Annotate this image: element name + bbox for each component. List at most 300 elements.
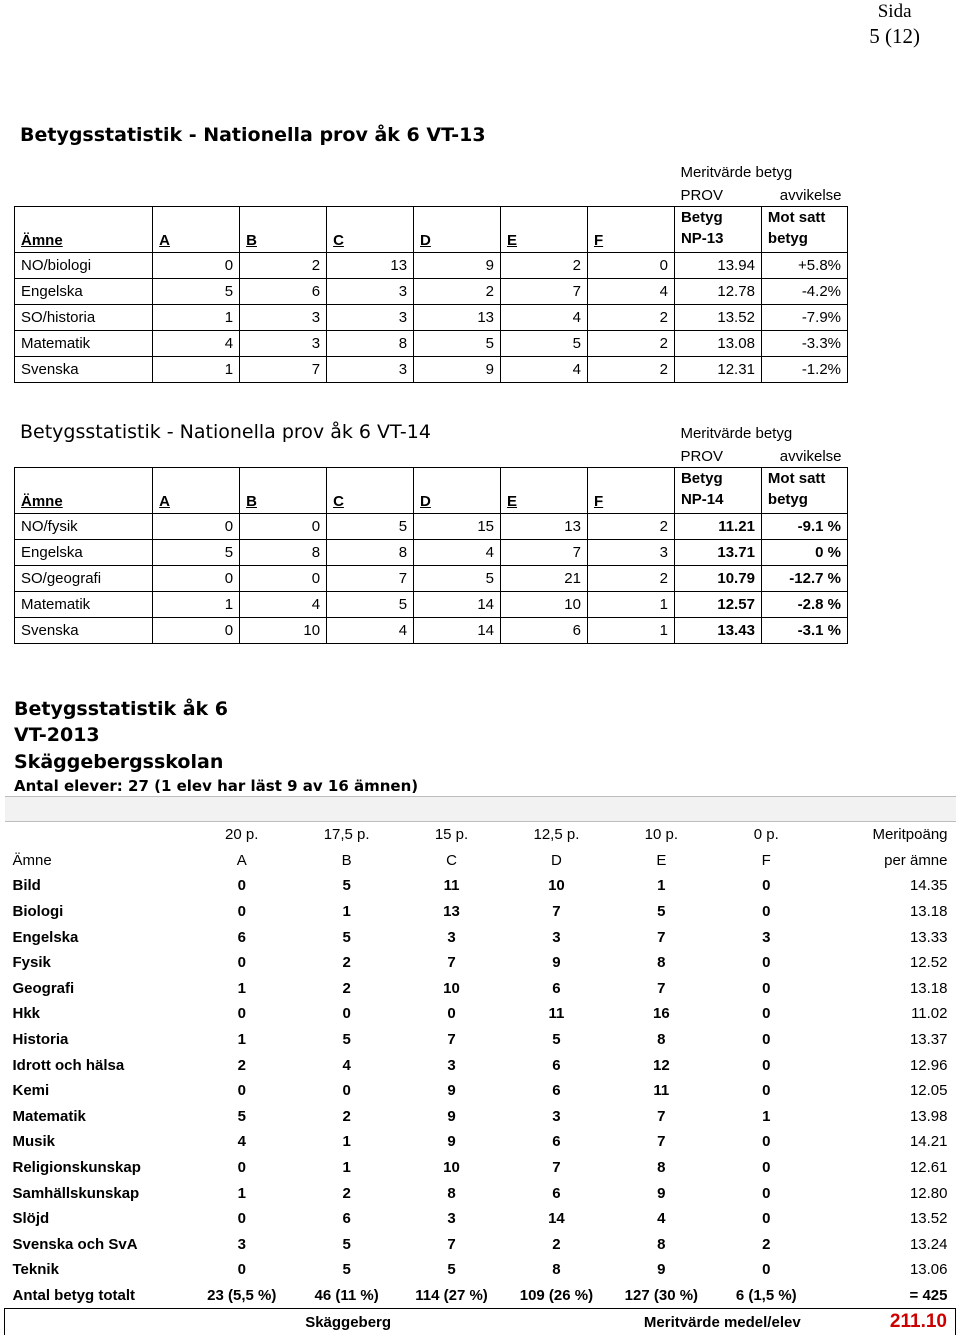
grade-count-cell: 3 [447,1210,456,1228]
grade-count-cell: 2 [342,979,351,997]
col-header: E [501,207,588,253]
subject-cell: Idrott och hälsa [12,1056,125,1074]
grade-count-cell: 9 [657,1184,666,1202]
grade-count-cell: 1 [762,1107,771,1125]
total-cell: 109 (26 %) [519,1286,594,1304]
grade-count-cell: 0 [153,618,240,644]
deviation-cell: -2.8 % [761,592,847,618]
grade-count-cell: 2 [342,1184,351,1202]
col-header: F [587,207,674,253]
grade-count-cell: 5 [414,331,501,357]
subject-cell: Musik [12,1133,56,1151]
grade-count-cell: 5 [237,1107,246,1125]
grade-count-cell: 3 [327,279,414,305]
grade-count-cell: 7 [552,903,561,921]
meritpoang-cell: 13.33 [909,928,948,946]
grade-count-cell: 9 [447,1133,456,1151]
points-label: 17,5 p. [323,826,370,844]
grade-count-cell: 2 [240,253,327,279]
deviation-cell: -3.3% [761,331,847,357]
grade-count-cell: 4 [501,357,588,383]
grade-count-cell: 2 [587,566,674,592]
page-label: Sida [877,1,912,22]
grade-count-cell: 0 [153,514,240,540]
grade-count-cell: 9 [447,1107,456,1125]
grade-count-cell: 0 [762,1005,771,1023]
subject-cell: Matematik [12,1107,86,1125]
col-header: D [414,207,501,253]
table-row [5,1206,956,1232]
col-header: B [240,468,327,514]
grade-count-cell: 0 [237,1261,246,1279]
grade-count-cell: 4 [237,1133,246,1151]
grade-count-cell: 3 [587,540,674,566]
grade-count-cell: 3 [552,1107,561,1125]
meritpoang-cell: 12.96 [909,1056,948,1074]
mot-satt-header: Mot satt betyg [761,468,847,514]
grade-count-cell: 11 [443,877,460,895]
col-header: E [501,468,588,514]
table-row [15,331,848,357]
grade-count-cell: 1 [342,1159,351,1177]
points-label: 0 p. [753,826,779,844]
subject-cell: Engelska [15,540,153,566]
subject-cell: Religionskunskap [12,1159,141,1177]
grade-count-cell: 0 [762,979,771,997]
grade-count-cell: 3 [237,1235,246,1253]
table-row [15,305,848,331]
col-header: B [341,851,352,869]
grade-count-cell: 3 [240,331,327,357]
grade-count-cell: 1 [153,357,240,383]
grade-count-cell: 0 [447,1005,456,1023]
deviation-cell: +5.8% [761,253,847,279]
betyg-np-cell: 12.78 [674,279,761,305]
table-row [5,1180,956,1206]
meritpoang-cell: 13.18 [909,979,948,997]
grade-count-cell: 8 [657,1159,666,1177]
grade-count-cell: 5 [414,566,501,592]
meritpoang-cell: 13.98 [909,1107,948,1125]
grade-count-cell: 0 [237,1159,246,1177]
col-header: C [446,851,457,869]
grade-count-cell: 0 [237,877,246,895]
grade-count-cell: 0 [237,954,246,972]
grade-count-cell: 0 [153,566,240,592]
table-row [15,357,848,383]
betyg-np-header: Betyg NP-14 [674,468,761,514]
grade-count-cell: 0 [342,1005,351,1023]
total-cell: 6 (1,5 %) [735,1286,797,1304]
table-row [5,1027,956,1053]
table-row [15,540,848,566]
table-row [5,1155,956,1181]
table-header [15,207,848,253]
table-row [5,1001,956,1027]
col-header: Ämne [12,851,52,869]
grade-count-cell: 10 [443,979,460,997]
grade-count-cell: 10 [548,877,565,895]
total-cell: 23 (5,5 %) [207,1286,277,1304]
meritpoang-cell: 13.06 [909,1261,948,1279]
grade-count-cell: 6 [501,618,588,644]
grade-count-cell: 1 [342,903,351,921]
table-header [5,848,956,874]
grade-count-cell: 3 [447,1056,456,1074]
grade-count-cell: 1 [587,592,674,618]
grade-count-cell: 7 [657,928,666,946]
grade-count-cell: 7 [327,566,414,592]
subject-cell: SO/geografi [15,566,153,592]
grade-count-cell: 1 [237,1031,246,1049]
grade-count-cell: 6 [552,1056,561,1074]
meritpoang-cell: 14.35 [909,877,948,895]
section3-subtitle: Antal elever: 27 (1 elev har läst 9 av 16 ämnen) [14,777,419,795]
grade-count-cell: 0 [762,1133,771,1151]
grade-count-cell: 7 [657,1107,666,1125]
table-row [5,1078,956,1104]
subject-cell: Engelska [15,279,153,305]
np-table-vt14 [14,421,848,644]
betyg-np-cell: 13.43 [674,618,761,644]
grade-count-cell: 8 [657,1031,666,1049]
grade-count-cell: 0 [762,1210,771,1228]
meritvarde-label: Meritvärde betyg [680,163,793,181]
grade-count-cell: 15 [414,514,501,540]
deviation-cell: -3.1 % [761,618,847,644]
meritpoang-cell: 12.61 [909,1159,948,1177]
table-row [5,924,956,950]
grade-count-cell: 8 [240,540,327,566]
grade-count-cell: 5 [657,903,666,921]
betyg-np-cell: 13.08 [674,331,761,357]
grade-count-cell: 0 [762,877,771,895]
grade-count-cell: 12 [653,1056,670,1074]
grade-count-cell: 7 [447,1031,456,1049]
grades-table-vt2013 [4,796,956,1335]
betyg-np-cell: 12.31 [674,357,761,383]
table-row [15,618,848,644]
table-row [5,1257,956,1283]
grade-count-cell: 16 [653,1005,670,1023]
grade-count-cell: 7 [501,540,588,566]
grade-count-cell: 5 [153,540,240,566]
betyg-np-cell: 10.79 [674,566,761,592]
subject-cell: Teknik [12,1261,59,1279]
total-row [5,1283,956,1309]
grade-count-cell: 13 [327,253,414,279]
betyg-np-cell: 12.57 [674,592,761,618]
grade-count-cell: 2 [587,305,674,331]
grade-count-cell: 2 [342,954,351,972]
subject-cell: Svenska och SvA [12,1235,138,1253]
meritpoang-cell: 13.37 [909,1031,948,1049]
grade-count-cell: 2 [762,1235,771,1253]
grade-count-cell: 4 [240,592,327,618]
col-header: Ämne [15,468,153,514]
grade-count-cell: 8 [657,1235,666,1253]
footer-label: Meritvärde medel/elev [504,1309,819,1335]
table-row [5,950,956,976]
table-row [5,1129,956,1155]
grade-count-cell: 2 [587,357,674,383]
grade-count-cell: 8 [327,540,414,566]
grade-count-cell: 0 [762,903,771,921]
grade-count-cell: 10 [501,592,588,618]
grade-count-cell: 0 [237,903,246,921]
meritpoang-cell: 12.52 [909,954,948,972]
grade-count-cell: 0 [342,1082,351,1100]
table-row [15,279,848,305]
meritpoang-cell: 12.05 [909,1082,948,1100]
grade-count-cell: 5 [327,592,414,618]
subject-cell: NO/biologi [15,253,153,279]
grade-count-cell: 5 [342,1235,351,1253]
section3-title-1: Betygsstatistik åk 6 [14,698,229,720]
grade-count-cell: 5 [327,514,414,540]
grade-count-cell: 2 [237,1056,246,1074]
grade-count-cell: 0 [762,1031,771,1049]
subject-cell: Matematik [15,331,153,357]
subject-cell: Biologi [12,903,64,921]
grade-count-cell: 3 [240,305,327,331]
grade-count-cell: 7 [552,1159,561,1177]
per-amne-header: per ämne [884,851,948,869]
total-label: Antal betyg totalt [12,1286,135,1304]
avvikelse-label: avvikelse [779,186,842,204]
grade-count-cell: 4 [501,305,588,331]
grade-count-cell: 0 [762,1082,771,1100]
col-header: A [236,851,247,869]
table-header [15,468,848,514]
meritpoang-cell: 13.18 [909,903,948,921]
table-row [15,253,848,279]
subject-cell: Engelska [12,928,79,946]
grade-count-cell: 3 [762,928,771,946]
grade-count-cell: 5 [342,877,351,895]
prov-label: PROV [680,447,723,465]
grade-count-cell: 1 [657,877,666,895]
grade-count-cell: 4 [327,618,414,644]
subject-cell: Bild [12,877,41,895]
grade-count-cell: 6 [342,1210,351,1228]
grade-count-cell: 5 [552,1031,561,1049]
subject-cell: Kemi [12,1082,50,1100]
grade-count-cell: 9 [552,954,561,972]
grade-count-cell: 2 [552,1235,561,1253]
deviation-cell: -7.9% [761,305,847,331]
grade-count-cell: 4 [414,540,501,566]
meritvarde-label: Meritvärde betyg [680,424,793,442]
grade-count-cell: 6 [552,1082,561,1100]
grade-count-cell: 13 [501,514,588,540]
section2-title: Betygsstatistik - Nationella prov åk 6 VT-14 [20,421,431,443]
table-row [15,514,848,540]
table-row [5,1104,956,1130]
grade-count-cell: 8 [447,1184,456,1202]
grade-count-cell: 7 [240,357,327,383]
page-count: 5 (12) [869,24,920,48]
grade-count-cell: 0 [237,1005,246,1023]
grade-count-cell: 3 [327,305,414,331]
grade-count-cell: 6 [552,1184,561,1202]
grade-count-cell: 7 [657,979,666,997]
grade-count-cell: 9 [414,253,501,279]
subject-cell: Svenska [15,618,153,644]
points-label: 20 p. [225,826,259,844]
grade-count-cell: 0 [762,1261,771,1279]
footer-school: Skäggeberg [189,1309,399,1335]
grade-count-cell: 6 [552,979,561,997]
grade-count-cell: 0 [762,1056,771,1074]
grade-count-cell: 5 [342,928,351,946]
subject-cell: Slöjd [12,1210,50,1228]
grade-count-cell: 21 [501,566,588,592]
page-number [869,0,920,48]
grade-count-cell: 7 [657,1133,666,1151]
grade-count-cell: 13 [414,305,501,331]
grade-count-cell: 0 [240,566,327,592]
col-header: D [414,468,501,514]
betyg-np-cell: 11.21 [674,514,761,540]
grade-count-cell: 1 [587,618,674,644]
grade-count-cell: 0 [762,1159,771,1177]
grade-count-cell: 6 [552,1133,561,1151]
betyg-np-cell: 13.71 [674,540,761,566]
grade-count-cell: 2 [587,331,674,357]
col-header: Ämne [15,207,153,253]
grade-count-cell: 1 [237,1184,246,1202]
grade-count-cell: 14 [414,592,501,618]
meritpoang-cell: 12.80 [909,1184,948,1202]
deviation-cell: -4.2% [761,279,847,305]
grade-count-cell: 5 [342,1261,351,1279]
grade-count-cell: 4 [153,331,240,357]
grade-count-cell: 7 [501,279,588,305]
grade-count-cell: 8 [327,331,414,357]
table-row [5,1052,956,1078]
col-header: F [587,468,674,514]
grade-count-cell: 0 [237,1210,246,1228]
total-cell: 127 (30 %) [624,1286,699,1304]
betyg-np-cell: 13.52 [674,305,761,331]
meritpoang-cell: 13.24 [909,1235,948,1253]
grade-count-cell: 5 [447,1261,456,1279]
col-header: A [153,207,240,253]
subject-cell: Historia [12,1031,69,1049]
betyg-np-cell: 13.94 [674,253,761,279]
grade-count-cell: 2 [587,514,674,540]
grade-count-cell: 1 [342,1133,351,1151]
points-label: 10 p. [644,826,679,844]
subject-cell: Matematik [15,592,153,618]
grade-count-cell: 0 [237,1082,246,1100]
table-row [5,873,956,899]
grade-count-cell: 3 [447,928,456,946]
grade-count-cell: 6 [237,928,246,946]
subject-cell: Samhällskunskap [12,1184,140,1202]
grade-count-cell: 0 [153,253,240,279]
grade-count-cell: 5 [342,1031,351,1049]
col-header: C [327,468,414,514]
deviation-cell: -9.1 % [761,514,847,540]
grade-count-cell: 5 [153,279,240,305]
points-row [5,822,956,848]
grade-count-cell: 8 [552,1261,561,1279]
grade-count-cell: 4 [587,279,674,305]
deviation-cell: -12.7 % [761,566,847,592]
col-header: C [327,207,414,253]
grade-count-cell: 13 [443,903,460,921]
meritpoang-cell: 14.21 [909,1133,948,1151]
meritpoang-header: Meritpoäng [872,826,948,844]
grade-count-cell: 8 [657,954,666,972]
grade-count-cell: 10 [240,618,327,644]
grade-count-cell: 3 [327,357,414,383]
table-row [15,566,848,592]
grade-count-cell: 4 [342,1056,351,1074]
subject-cell: NO/fysik [15,514,153,540]
grade-count-cell: 0 [762,954,771,972]
subject-cell: Fysik [12,954,51,972]
footer-row [5,1309,956,1335]
footer-value: 211.10 [819,1309,956,1335]
grade-count-cell: 14 [548,1210,565,1228]
subject-cell: Svenska [15,357,153,383]
deviation-cell: -1.2% [761,357,847,383]
section3-title-2: VT-2013 [14,724,100,746]
grade-count-cell: 5 [501,331,588,357]
table-row [5,899,956,925]
grade-count-cell: 14 [414,618,501,644]
grade-count-cell: 11 [653,1082,670,1100]
points-label: 12,5 p. [533,826,580,844]
grade-count-cell: 1 [153,305,240,331]
grade-count-cell: 0 [587,253,674,279]
col-header: F [761,851,771,869]
mot-satt-header: Mot satt betyg [761,207,847,253]
subject-cell: Hkk [12,1005,41,1023]
col-header: B [240,207,327,253]
grade-count-cell: 7 [447,954,456,972]
grade-count-cell: 11 [548,1005,565,1023]
grade-count-cell: 2 [501,253,588,279]
table-row [5,976,956,1002]
meritpoang-cell: 13.52 [909,1210,948,1228]
grade-count-cell: 7 [447,1235,456,1253]
grade-count-cell: 9 [414,357,501,383]
table-row [5,1232,956,1258]
prov-label: PROV [680,186,723,204]
grade-count-cell: 10 [443,1159,460,1177]
betyg-np-header: Betyg NP-13 [674,207,761,253]
np-table-vt13 [14,160,848,383]
grade-count-cell: 9 [447,1082,456,1100]
grade-count-cell: 4 [657,1210,666,1228]
section1-title: Betygsstatistik - Nationella prov åk 6 VT-13 [20,124,486,146]
col-header: E [656,851,667,869]
grade-count-cell: 6 [240,279,327,305]
grade-count-cell: 0 [240,514,327,540]
table-row [15,592,848,618]
total-cell: 46 (11 %) [314,1286,379,1304]
grade-count-cell: 9 [657,1261,666,1279]
total-cell: 114 (27 %) [415,1286,488,1304]
grade-count-cell: 0 [762,1184,771,1202]
section3-school: Skäggebergsskolan [14,751,224,773]
subject-cell: SO/historia [15,305,153,331]
deviation-cell: 0 % [761,540,847,566]
